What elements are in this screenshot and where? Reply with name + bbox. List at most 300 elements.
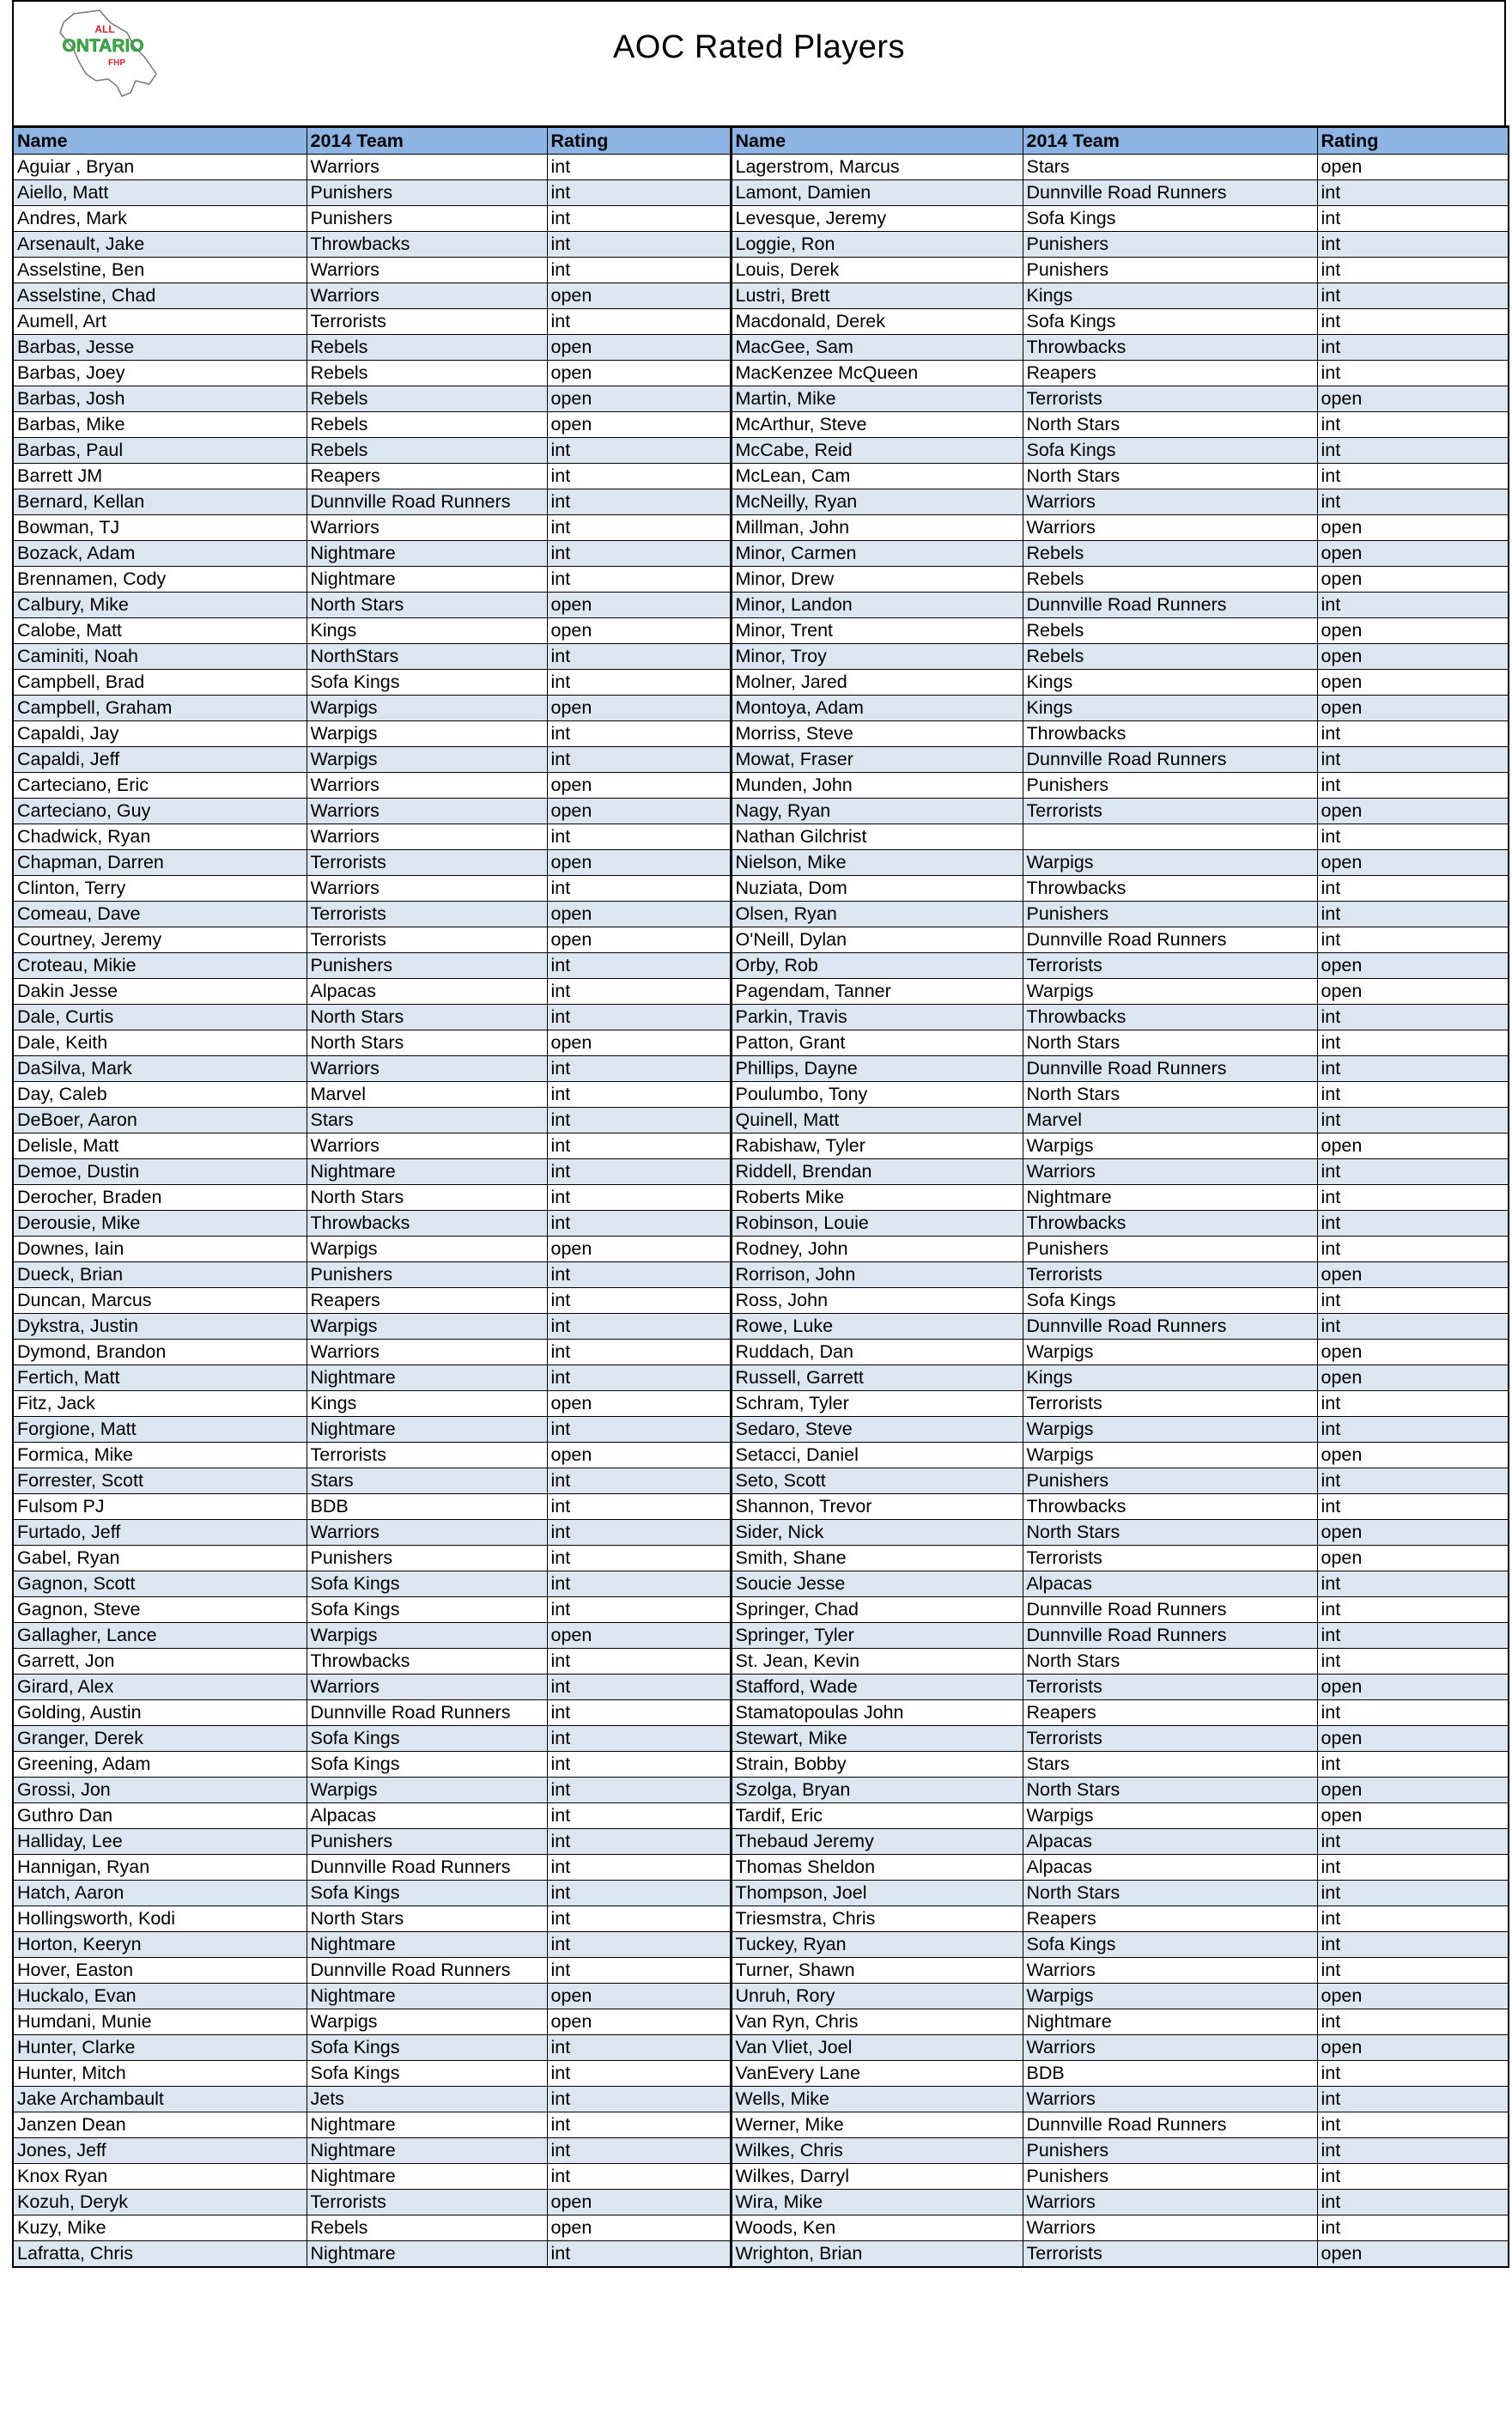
table-row — [13, 1803, 1509, 1829]
player-name-left: Demoe, Dustin — [13, 1159, 307, 1185]
player-name-left: Barrett JM — [13, 464, 307, 489]
player-name-right: Schram, Tyler — [731, 1391, 1023, 1417]
player-name-right: McCabe, Reid — [731, 438, 1023, 464]
table-row — [13, 1546, 1509, 1571]
col-header-team-left: 2014 Team — [307, 127, 547, 155]
player-rating-right: int — [1317, 361, 1509, 386]
player-name-right: Van Vliet, Joel — [731, 2035, 1023, 2061]
table-row — [13, 1056, 1509, 1082]
player-team-left: Warriors — [307, 155, 547, 180]
table-row — [13, 309, 1509, 335]
player-team-left: Rebels — [307, 438, 547, 464]
col-header-name-right: Name — [731, 127, 1023, 155]
player-rating-right: open — [1317, 696, 1509, 721]
player-rating-left: int — [547, 1134, 731, 1159]
player-rating-left: open — [547, 593, 731, 618]
player-name-right: Molner, Jared — [731, 670, 1023, 696]
player-team-left: Warriors — [307, 283, 547, 309]
player-name-right: Wrighton, Brian — [731, 2241, 1023, 2268]
table-row — [13, 1494, 1509, 1520]
player-rating-left: open — [547, 1237, 731, 1262]
player-name-right: Szolga, Bryan — [731, 1778, 1023, 1803]
player-name-left: Aguiar , Bryan — [13, 155, 307, 180]
player-rating-left: int — [547, 876, 731, 902]
player-name-left: Gabel, Ryan — [13, 1546, 307, 1571]
player-name-left: Campbell, Graham — [13, 696, 307, 721]
player-name-right: Werner, Mike — [731, 2112, 1023, 2138]
player-name-left: Dakin Jesse — [13, 979, 307, 1005]
player-team-right: Punishers — [1023, 232, 1317, 258]
player-team-left: Rebels — [307, 412, 547, 438]
table-row — [13, 1365, 1509, 1391]
player-rating-right: open — [1317, 1726, 1509, 1752]
player-name-right: Morriss, Steve — [731, 721, 1023, 747]
player-name-right: Wilkes, Chris — [731, 2138, 1023, 2164]
player-rating-right: open — [1317, 618, 1509, 644]
player-rating-right: int — [1317, 1855, 1509, 1881]
player-team-right: Sofa Kings — [1023, 438, 1317, 464]
player-team-right: Throwbacks — [1023, 721, 1317, 747]
player-rating-left: int — [547, 1005, 731, 1030]
player-rating-right: int — [1317, 1468, 1509, 1494]
player-name-left: Kozuh, Deryk — [13, 2190, 307, 2215]
player-team-left: Sofa Kings — [307, 2061, 547, 2087]
player-rating-left: open — [547, 386, 731, 412]
table-row — [13, 1520, 1509, 1546]
player-rating-right: open — [1317, 1984, 1509, 2009]
col-header-rating-right: Rating — [1317, 127, 1509, 155]
player-name-left: Knox Ryan — [13, 2164, 307, 2190]
table-row — [13, 335, 1509, 361]
player-rating-right: open — [1317, 1443, 1509, 1468]
player-team-right: North Stars — [1023, 1778, 1317, 1803]
player-rating-left: int — [547, 2112, 731, 2138]
player-name-right: McLean, Cam — [731, 464, 1023, 489]
player-rating-right: open — [1317, 1803, 1509, 1829]
player-name-left: Grossi, Jon — [13, 1778, 307, 1803]
player-team-right: Alpacas — [1023, 1571, 1317, 1597]
table-row — [13, 1778, 1509, 1803]
player-name-left: Huckalo, Evan — [13, 1984, 307, 2009]
player-rating-right: int — [1317, 464, 1509, 489]
player-rating-right: int — [1317, 1700, 1509, 1726]
player-rating-left: int — [547, 489, 731, 515]
player-team-left: Dunnville Road Runners — [307, 1855, 547, 1881]
player-name-right: Tardif, Eric — [731, 1803, 1023, 1829]
player-name-left: Humdani, Munie — [13, 2009, 307, 2035]
player-team-right: Punishers — [1023, 2164, 1317, 2190]
player-rating-left: int — [547, 1932, 731, 1958]
player-team-right: Dunnville Road Runners — [1023, 593, 1317, 618]
table-row — [13, 541, 1509, 567]
player-name-left: Day, Caleb — [13, 1082, 307, 1108]
player-name-left: Dale, Curtis — [13, 1005, 307, 1030]
player-name-left: Kuzy, Mike — [13, 2215, 307, 2241]
player-rating-left: open — [547, 850, 731, 876]
player-name-right: Nathan Gilchrist — [731, 824, 1023, 850]
table-row — [13, 979, 1509, 1005]
table-row — [13, 1700, 1509, 1726]
player-rating-left: open — [547, 2190, 731, 2215]
player-rating-right: open — [1317, 1675, 1509, 1700]
player-name-right: Setacci, Daniel — [731, 1443, 1023, 1468]
player-rating-left: int — [547, 309, 731, 335]
player-rating-right: int — [1317, 1494, 1509, 1520]
player-team-right — [1023, 824, 1317, 850]
player-rating-right: open — [1317, 850, 1509, 876]
player-rating-right: int — [1317, 412, 1509, 438]
player-rating-right: int — [1317, 1005, 1509, 1030]
player-name-left: Brennamen, Cody — [13, 567, 307, 593]
player-rating-left: int — [547, 1468, 731, 1494]
player-team-right: Terrorists — [1023, 2241, 1317, 2268]
player-team-right: Dunnville Road Runners — [1023, 2112, 1317, 2138]
player-team-right: North Stars — [1023, 1881, 1317, 1906]
player-team-left: Sofa Kings — [307, 1571, 547, 1597]
player-team-right: Rebels — [1023, 567, 1317, 593]
player-rating-right: int — [1317, 438, 1509, 464]
player-rating-left: int — [547, 2035, 731, 2061]
player-rating-left: int — [547, 1958, 731, 1984]
player-team-left: Throwbacks — [307, 1649, 547, 1675]
player-rating-right: open — [1317, 386, 1509, 412]
table-row — [13, 1597, 1509, 1623]
player-rating-left: int — [547, 1778, 731, 1803]
player-name-left: Barbas, Jesse — [13, 335, 307, 361]
player-name-left: Chapman, Darren — [13, 850, 307, 876]
player-rating-left: open — [547, 799, 731, 824]
player-rating-right: int — [1317, 1417, 1509, 1443]
table-row — [13, 824, 1509, 850]
player-rating-left: int — [547, 258, 731, 283]
table-row — [13, 258, 1509, 283]
player-name-left: Capaldi, Jay — [13, 721, 307, 747]
player-team-right: Throwbacks — [1023, 1211, 1317, 1237]
player-name-left: Dymond, Brandon — [13, 1340, 307, 1365]
player-team-right: Warpigs — [1023, 1984, 1317, 2009]
player-name-right: St. Jean, Kevin — [731, 1649, 1023, 1675]
player-rating-left: int — [547, 1417, 731, 1443]
table-row — [13, 412, 1509, 438]
player-team-left: Warriors — [307, 1520, 547, 1546]
player-rating-left: int — [547, 1829, 731, 1855]
table-row — [13, 1984, 1509, 2009]
table-row — [13, 1262, 1509, 1288]
player-name-left: Formica, Mike — [13, 1443, 307, 1468]
player-name-left: Gagnon, Scott — [13, 1571, 307, 1597]
player-rating-left: int — [547, 1314, 731, 1340]
col-header-rating-left: Rating — [547, 127, 731, 155]
player-rating-right: int — [1317, 2215, 1509, 2241]
player-rating-right: int — [1317, 1597, 1509, 1623]
player-team-right: Throwbacks — [1023, 335, 1317, 361]
player-name-right: Unruh, Rory — [731, 1984, 1023, 2009]
player-team-left: Punishers — [307, 206, 547, 232]
table-row — [13, 1082, 1509, 1108]
player-name-left: Andres, Mark — [13, 206, 307, 232]
player-team-right: Reapers — [1023, 361, 1317, 386]
player-team-right: Warpigs — [1023, 1134, 1317, 1159]
table-row — [13, 618, 1509, 644]
player-rating-right: int — [1317, 1030, 1509, 1056]
player-team-left: Alpacas — [307, 1803, 547, 1829]
logo-text-main: ONTARIO — [62, 36, 144, 56]
player-team-left: Marvel — [307, 1082, 547, 1108]
player-team-right: North Stars — [1023, 1030, 1317, 1056]
player-name-left: Bernard, Kellan — [13, 489, 307, 515]
player-rating-right: open — [1317, 541, 1509, 567]
player-name-left: Lafratta, Chris — [13, 2241, 307, 2268]
table-row — [13, 1443, 1509, 1468]
table-row — [13, 876, 1509, 902]
table-row — [13, 1340, 1509, 1365]
table-row — [13, 2061, 1509, 2087]
player-team-left: Stars — [307, 1108, 547, 1134]
table-row — [13, 1134, 1509, 1159]
player-name-right: Roberts Mike — [731, 1185, 1023, 1211]
player-name-left: Delisle, Matt — [13, 1134, 307, 1159]
player-rating-right: int — [1317, 747, 1509, 773]
player-name-right: Orby, Rob — [731, 953, 1023, 979]
player-name-right: Lagerstrom, Marcus — [731, 155, 1023, 180]
table-row — [13, 1030, 1509, 1056]
player-name-left: Carteciano, Eric — [13, 773, 307, 799]
player-rating-right: int — [1317, 876, 1509, 902]
table-row — [13, 1649, 1509, 1675]
player-name-right: Shannon, Trevor — [731, 1494, 1023, 1520]
player-team-left: Nightmare — [307, 1417, 547, 1443]
player-team-right: Stars — [1023, 1752, 1317, 1778]
player-name-left: Bowman, TJ — [13, 515, 307, 541]
table-row — [13, 953, 1509, 979]
player-name-right: MacGee, Sam — [731, 335, 1023, 361]
player-rating-left: int — [547, 2138, 731, 2164]
player-name-left: Caminiti, Noah — [13, 644, 307, 670]
player-team-right: Warriors — [1023, 1159, 1317, 1185]
player-rating-right: int — [1317, 2190, 1509, 2215]
player-team-left: Warriors — [307, 773, 547, 799]
player-name-left: Clinton, Terry — [13, 876, 307, 902]
table-row — [13, 1211, 1509, 1237]
player-rating-left: int — [547, 464, 731, 489]
player-rating-right: int — [1317, 1185, 1509, 1211]
table-row — [13, 593, 1509, 618]
player-rating-right: int — [1317, 1211, 1509, 1237]
player-name-right: Wells, Mike — [731, 2087, 1023, 2112]
player-rating-left: int — [547, 953, 731, 979]
player-team-left: Terrorists — [307, 927, 547, 953]
table-row — [13, 1855, 1509, 1881]
player-team-right: Punishers — [1023, 2138, 1317, 2164]
player-team-left: Dunnville Road Runners — [307, 1700, 547, 1726]
player-team-right: Warriors — [1023, 1958, 1317, 1984]
player-name-left: Jake Archambault — [13, 2087, 307, 2112]
col-header-name-left: Name — [13, 127, 307, 155]
player-team-right: Sofa Kings — [1023, 1288, 1317, 1314]
table-row — [13, 2215, 1509, 2241]
player-team-left: Sofa Kings — [307, 1752, 547, 1778]
player-rating-right: int — [1317, 593, 1509, 618]
player-rating-left: int — [547, 1855, 731, 1881]
player-name-left: Hunter, Mitch — [13, 2061, 307, 2087]
player-name-right: Thompson, Joel — [731, 1881, 1023, 1906]
player-name-right: O'Neill, Dylan — [731, 927, 1023, 953]
player-name-right: Minor, Carmen — [731, 541, 1023, 567]
player-team-left: NorthStars — [307, 644, 547, 670]
player-team-left: Warpigs — [307, 2009, 547, 2035]
player-team-left: North Stars — [307, 1906, 547, 1932]
player-team-left: Sofa Kings — [307, 1597, 547, 1623]
player-rating-right: int — [1317, 2009, 1509, 2035]
player-team-right: Dunnville Road Runners — [1023, 1597, 1317, 1623]
player-team-right: Dunnville Road Runners — [1023, 180, 1317, 206]
player-name-right: Mowat, Fraser — [731, 747, 1023, 773]
player-name-left: Forrester, Scott — [13, 1468, 307, 1494]
player-rating-left: int — [547, 1082, 731, 1108]
player-rating-right: int — [1317, 1237, 1509, 1262]
player-rating-right: int — [1317, 1829, 1509, 1855]
player-name-left: Arsenault, Jake — [13, 232, 307, 258]
player-name-right: Russell, Garrett — [731, 1365, 1023, 1391]
table-row — [13, 386, 1509, 412]
player-team-right: Warriors — [1023, 489, 1317, 515]
player-team-left: North Stars — [307, 1005, 547, 1030]
player-team-right: Terrorists — [1023, 953, 1317, 979]
player-name-left: Golding, Austin — [13, 1700, 307, 1726]
player-team-right: Warpigs — [1023, 1803, 1317, 1829]
player-name-right: McArthur, Steve — [731, 412, 1023, 438]
player-rating-right: int — [1317, 489, 1509, 515]
player-team-left: Punishers — [307, 180, 547, 206]
player-team-left: Terrorists — [307, 1443, 547, 1468]
player-team-left: Throwbacks — [307, 1211, 547, 1237]
player-rating-left: int — [547, 1906, 731, 1932]
player-name-right: Rowe, Luke — [731, 1314, 1023, 1340]
player-name-right: Millman, John — [731, 515, 1023, 541]
player-rating-right: int — [1317, 1391, 1509, 1417]
player-rating-right: int — [1317, 258, 1509, 283]
player-team-left: Nightmare — [307, 567, 547, 593]
player-name-right: Wira, Mike — [731, 2190, 1023, 2215]
player-team-right: Warriors — [1023, 515, 1317, 541]
player-team-left: Warriors — [307, 258, 547, 283]
player-team-right: Rebels — [1023, 618, 1317, 644]
table-row — [13, 2112, 1509, 2138]
player-team-right: North Stars — [1023, 464, 1317, 489]
player-name-right: Minor, Drew — [731, 567, 1023, 593]
player-rating-left: int — [547, 541, 731, 567]
table-row — [13, 1468, 1509, 1494]
player-name-left: Aumell, Art — [13, 309, 307, 335]
player-rating-right: int — [1317, 2087, 1509, 2112]
player-name-left: Barbas, Joey — [13, 361, 307, 386]
player-rating-left: open — [547, 361, 731, 386]
player-name-left: Courtney, Jeremy — [13, 927, 307, 953]
player-rating-right: int — [1317, 1649, 1509, 1675]
table-row — [13, 1237, 1509, 1262]
player-name-right: Minor, Landon — [731, 593, 1023, 618]
player-team-right: Nightmare — [1023, 2009, 1317, 2035]
player-name-left: Asselstine, Chad — [13, 283, 307, 309]
player-rating-left: int — [547, 1881, 731, 1906]
player-name-right: Springer, Tyler — [731, 1623, 1023, 1649]
player-team-right: North Stars — [1023, 1520, 1317, 1546]
player-name-right: Rodney, John — [731, 1237, 1023, 1262]
player-team-right: Warpigs — [1023, 979, 1317, 1005]
table-row — [13, 1005, 1509, 1030]
player-name-left: Jones, Jeff — [13, 2138, 307, 2164]
player-team-left: Warriors — [307, 1134, 547, 1159]
player-rating-right: int — [1317, 1932, 1509, 1958]
player-team-left: Reapers — [307, 464, 547, 489]
player-rating-right: open — [1317, 1340, 1509, 1365]
player-team-left: Warpigs — [307, 1778, 547, 1803]
player-name-right: Tuckey, Ryan — [731, 1932, 1023, 1958]
player-team-left: North Stars — [307, 593, 547, 618]
player-rating-right: open — [1317, 2241, 1509, 2268]
table-row — [13, 232, 1509, 258]
player-rating-right: open — [1317, 799, 1509, 824]
player-rating-left: open — [547, 696, 731, 721]
player-team-left: Terrorists — [307, 850, 547, 876]
player-team-right: Kings — [1023, 670, 1317, 696]
player-team-right: Warpigs — [1023, 1340, 1317, 1365]
player-team-left: Nightmare — [307, 1984, 547, 2009]
player-rating-right: int — [1317, 721, 1509, 747]
player-rating-left: int — [547, 747, 731, 773]
player-team-right: Terrorists — [1023, 1675, 1317, 1700]
player-team-left: Kings — [307, 618, 547, 644]
table-row — [13, 1571, 1509, 1597]
player-team-right: Punishers — [1023, 1237, 1317, 1262]
player-rating-right: open — [1317, 1134, 1509, 1159]
player-name-left: Carteciano, Guy — [13, 799, 307, 824]
player-rating-left: int — [547, 1546, 731, 1571]
player-team-left: Dunnville Road Runners — [307, 1958, 547, 1984]
table-row — [13, 927, 1509, 953]
player-name-left: Dueck, Brian — [13, 1262, 307, 1288]
player-name-right: Nielson, Mike — [731, 850, 1023, 876]
player-rating-right: int — [1317, 2061, 1509, 2087]
player-rating-right: int — [1317, 1906, 1509, 1932]
player-team-right: Sofa Kings — [1023, 1932, 1317, 1958]
player-name-left: Bozack, Adam — [13, 541, 307, 567]
player-rating-left: int — [547, 1571, 731, 1597]
player-team-left: Nightmare — [307, 1159, 547, 1185]
table-row — [13, 515, 1509, 541]
player-rating-left: open — [547, 2215, 731, 2241]
player-name-right: Sedaro, Steve — [731, 1417, 1023, 1443]
player-name-left: Janzen Dean — [13, 2112, 307, 2138]
player-rating-right: int — [1317, 1958, 1509, 1984]
player-team-left: Rebels — [307, 386, 547, 412]
player-rating-left: int — [547, 1185, 731, 1211]
player-team-right: Terrorists — [1023, 386, 1317, 412]
player-team-left: Warriors — [307, 876, 547, 902]
player-rating-right: open — [1317, 1520, 1509, 1546]
player-team-left: Nightmare — [307, 541, 547, 567]
player-team-left: Rebels — [307, 361, 547, 386]
player-name-left: Capaldi, Jeff — [13, 747, 307, 773]
player-rating-right: int — [1317, 2138, 1509, 2164]
player-team-right: Punishers — [1023, 258, 1317, 283]
player-name-left: Comeau, Dave — [13, 902, 307, 927]
player-rating-left: int — [547, 1675, 731, 1700]
player-team-left: Warriors — [307, 799, 547, 824]
player-rating-right: int — [1317, 824, 1509, 850]
table-row — [13, 696, 1509, 721]
player-name-right: Ross, John — [731, 1288, 1023, 1314]
